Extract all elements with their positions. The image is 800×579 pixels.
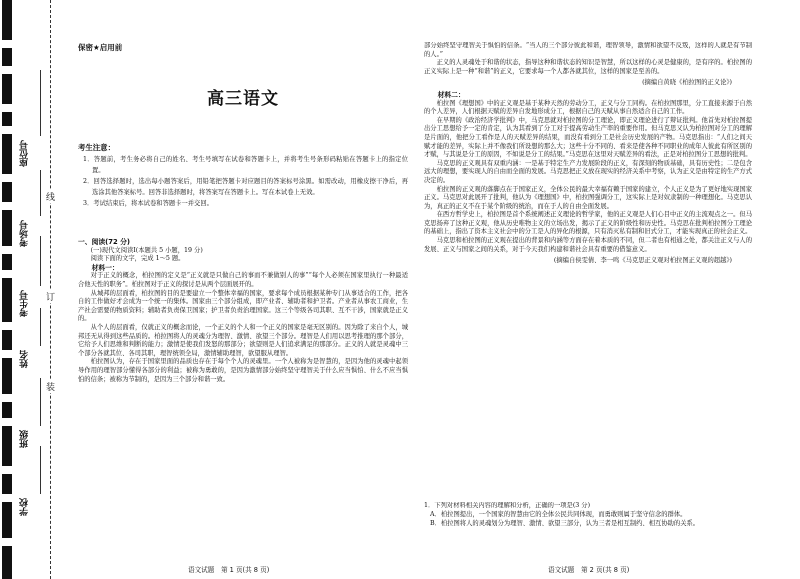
strip-bar	[2, 358, 12, 394]
notice-item: 3．考试结束后，将本试卷和答题卡一并交回。	[83, 200, 213, 207]
strip-bar	[2, 426, 12, 466]
strip-bar	[2, 330, 12, 350]
bind-mark: 订	[46, 290, 55, 303]
exam-room-blank[interactable]	[40, 170, 41, 216]
strip-bar	[2, 112, 12, 126]
candidate-number-label: 考生号	[20, 290, 30, 317]
class-label: 班级	[20, 430, 30, 448]
strip-bar	[2, 74, 12, 104]
instruction: 阅读下面的文字，完成 1～5 题。	[90, 255, 185, 263]
citation-1: (摘编自黄晓《柏拉图的正义论》)	[642, 79, 732, 87]
paragraph: 从个人的层面看，仅就正义的概念而论，一个正义的个人和一个正义的国家是毫无区别的。因为除了来自个人，城邦还无从得到这些品质的。柏拉图将人的灵魂分为理智、激情、欲望三个部分。理智是人们用以思考推理的那个部分，它给予人们思维和判断的能力；激情是使我们发怒的那部分；欲望则是人们追求满足的那部分。正义的人就是灵魂中三个部分各就其位、各司其职，理智统领全局，激情辅助理智，欲望服从理智。	[78, 323, 408, 357]
paragraph: 在早期的《政治经济学批判》中，马克思就对柏拉图的分工理论，即正义理论进行了辩证批判。他首先对柏拉图提出分工思想给予一定的肯定，认为其看到了分工对于提高劳动生产率的重要作用。但马克思又认为柏拉图对分工的理解是片面的，他把分工看作是人的天赋差异的结果，而没有看到分工是社会历史发展的产物。马克思指出：“人们之间天赋才能的差异，实际上并不像我们所设想的那么大；这些十分不同的、看来是使各种不同职业的成年人彼此有所区别的才赋，与其说是分工的原因，不如说是分工的结果。”马克思在这里对天赋差异的看法，正是对柏拉图分工思想的批判。	[424, 116, 752, 159]
name-blank[interactable]	[40, 308, 41, 346]
exam-room-label: 考场号	[20, 220, 30, 247]
sub-heading: (一)现代文阅读Ⅰ(本题共 5 小题，19 分)	[90, 246, 203, 254]
paragraph: 柏拉图的正义观的落脚点在于国家正义，全体公民的最大幸福有赖于国家的建立，个人正义是为了更好地实现国家正义。马克思对此展开了批判，他认为《理想国》中，柏拉图强调分工，这实际上是对奴隶制的一种理想化。马克思认为，真正的正义不在于某个阶级的统治，而在于人的自由全面发展。	[424, 185, 752, 210]
reading-section	[78, 238, 408, 384]
class-blank[interactable]	[40, 378, 41, 426]
confidential-label: 保密★启用前	[78, 43, 123, 52]
right-column	[424, 42, 752, 269]
strip-bar	[2, 474, 12, 494]
seat-number-label: 座位号	[20, 140, 30, 167]
name-label: 姓名	[20, 350, 30, 368]
school-blank[interactable]	[40, 446, 41, 494]
strip-bar	[2, 182, 12, 202]
page-footer-left: 语文试题 第 1 页(共 8 页)	[188, 566, 270, 574]
paragraph: 正义的人灵魂处于和谐的状态，指导这种和谐状态的知识是智慧，所以这样的心灵是健康的，是有序的。柏拉图的正义实际上是一种“和谐”的正义，它要求每一个人都各就其位，这样的国家是至善的。	[424, 59, 752, 75]
material-1-heading: 材料一：	[91, 263, 119, 272]
notice-list	[78, 154, 408, 209]
paragraph: 从城邦的层面看，柏拉图的目的是要建立一个整体幸福的国家，要求每个成员根据某种专门从事适合的工作，把各自的工作做好才会成为一个统一的集体。国家由三个部分组成，即产业者、辅助者和护卫者。产业者从事农工商业，生产社会需要的物质资料；辅助者负责保卫国家；护卫者负责治理国家。这三个等级各司其职、互不干涉，国家就是正义的。	[78, 289, 408, 323]
candidate-number-blank[interactable]	[40, 236, 41, 286]
strip-bar	[2, 48, 12, 66]
paragraph: 对于正义的概念，柏拉图的定义是“正义就是只做自己的事而不兼做别人的事”“每个人必须在国家里执行一种最适合他天性的职务”。柏拉图对于正义的探讨是从两个层面展开的。	[78, 272, 408, 288]
citation-2: (摘编自侯雯倩、李一鸣《马克思正义观对柏拉图正义观的超越》)	[553, 257, 732, 265]
paragraph: 部分始终坚守理智关于惧怕的信条。“当人的三个部分彼此和谐，理智领导，激情和欲望不反叛，这样的人就是有节制的人。”	[424, 42, 752, 58]
option-b[interactable]: B．柏拉图将人的灵魂划分为理智、激情、欲望三部分，认为三者是相互制约、相互协助的关系。	[430, 519, 700, 527]
seat-number-blank[interactable]	[40, 70, 41, 136]
notice-heading: 考生注意：	[78, 143, 115, 152]
strip-bar	[2, 402, 12, 418]
exam-title: 高三语文	[207, 89, 279, 109]
strip-bar	[2, 502, 12, 538]
question-stem: 1．下列对材料相关内容的理解和分析，正确的一项是(3 分)	[424, 502, 591, 509]
paragraph: 柏拉图《理想国》中的正义观是基于某种天然的劳动分工，正义与分工同构。在柏拉图那里，分工直接来源于自然的个人差异，人们根据天赋的差异自发地形成分工，根据自己的天赋从事自然适合自己的工作。	[424, 99, 752, 116]
part-heading: 一、阅读(72 分)	[78, 238, 131, 246]
material-2-heading: 材料二：	[437, 90, 465, 99]
paragraph: 马克思和柏拉图的正义观在提出的背景和内涵等方面存在着本质的不同，但二者也有相通之处，都关注正义与人的发展、正义与国家之间的关系，对于今天我们构建和谐社会具有重要的借鉴意义。	[424, 237, 752, 253]
binding-fields	[14, 0, 56, 579]
school-label: 学校	[20, 498, 30, 516]
page-footer-right: 语文试题 第 2 页(共 8 页)	[548, 566, 630, 574]
line-mark: 线	[46, 190, 55, 203]
paragraph: 马克思的正义观具有双重内涵：一是基于特定生产力发展阶段的正义，有深刻的物质基础，具有历史性；二是包含远大的理想，要实现人的自由而全面的发展。马克思把正义放在现实的经济关系中考察，认为正义是由特定的生产方式决定的。	[424, 159, 752, 184]
strip-bar	[2, 278, 12, 322]
option-a[interactable]: A．柏拉图提出，一个国家的智慧由它的全体公民共同体现，而勇敢则属于坚守信念的群体。	[430, 510, 687, 518]
paragraph: 柏拉图认为，存在于国家里面的品质也存在于每个个人的灵魂里。一个人被称为是智慧的，是因为他的灵魂中起领导作用的理智部分懂得各部分的利益；被称为勇敢的，是因为激情部分始终坚守理智关于什么应当惧怕、什么不应当惧怕的信条；被称为节制的，是因为三个部分和谐一致。	[78, 358, 408, 383]
strip-bar	[2, 134, 12, 174]
strip-bar	[2, 254, 12, 270]
question-1	[424, 502, 752, 528]
strip-bar	[2, 546, 12, 579]
notice-item: 1．答题前，考生务必将自己的姓名、考生号填写在试卷和答题卡上，并将考生号条形码粘贴在答题卡上的指定位置。	[83, 156, 408, 174]
install-mark: 装	[46, 380, 55, 393]
paragraph: 在西方哲学史上，柏拉图是首个系统阐述正义理论的哲学家，他的正义观是人们心目中正义的主流观点之一。但马克思扬弃了这种正义观，他从历史唯物主义的立场出发，揭示了正义的阶级性和历史性。马克思在批判柏拉图分工理论的基础上，指出了资本主义社会中的分工是人的异化的根源，只有消灭私有制和旧式分工，才能实现真正的社会正义。	[424, 211, 752, 236]
notice-item: 2．回答选择题时，选出每小题答案后，用铅笔把答题卡对应题目的答案标号涂黑。如需改动，用橡皮擦干净后，再选涂其他答案标号。回答非选择题时，将答案写在答题卡上。写在本试卷上无效。	[83, 178, 408, 196]
strip-bar	[2, 210, 12, 246]
strip-bar	[2, 0, 12, 40]
